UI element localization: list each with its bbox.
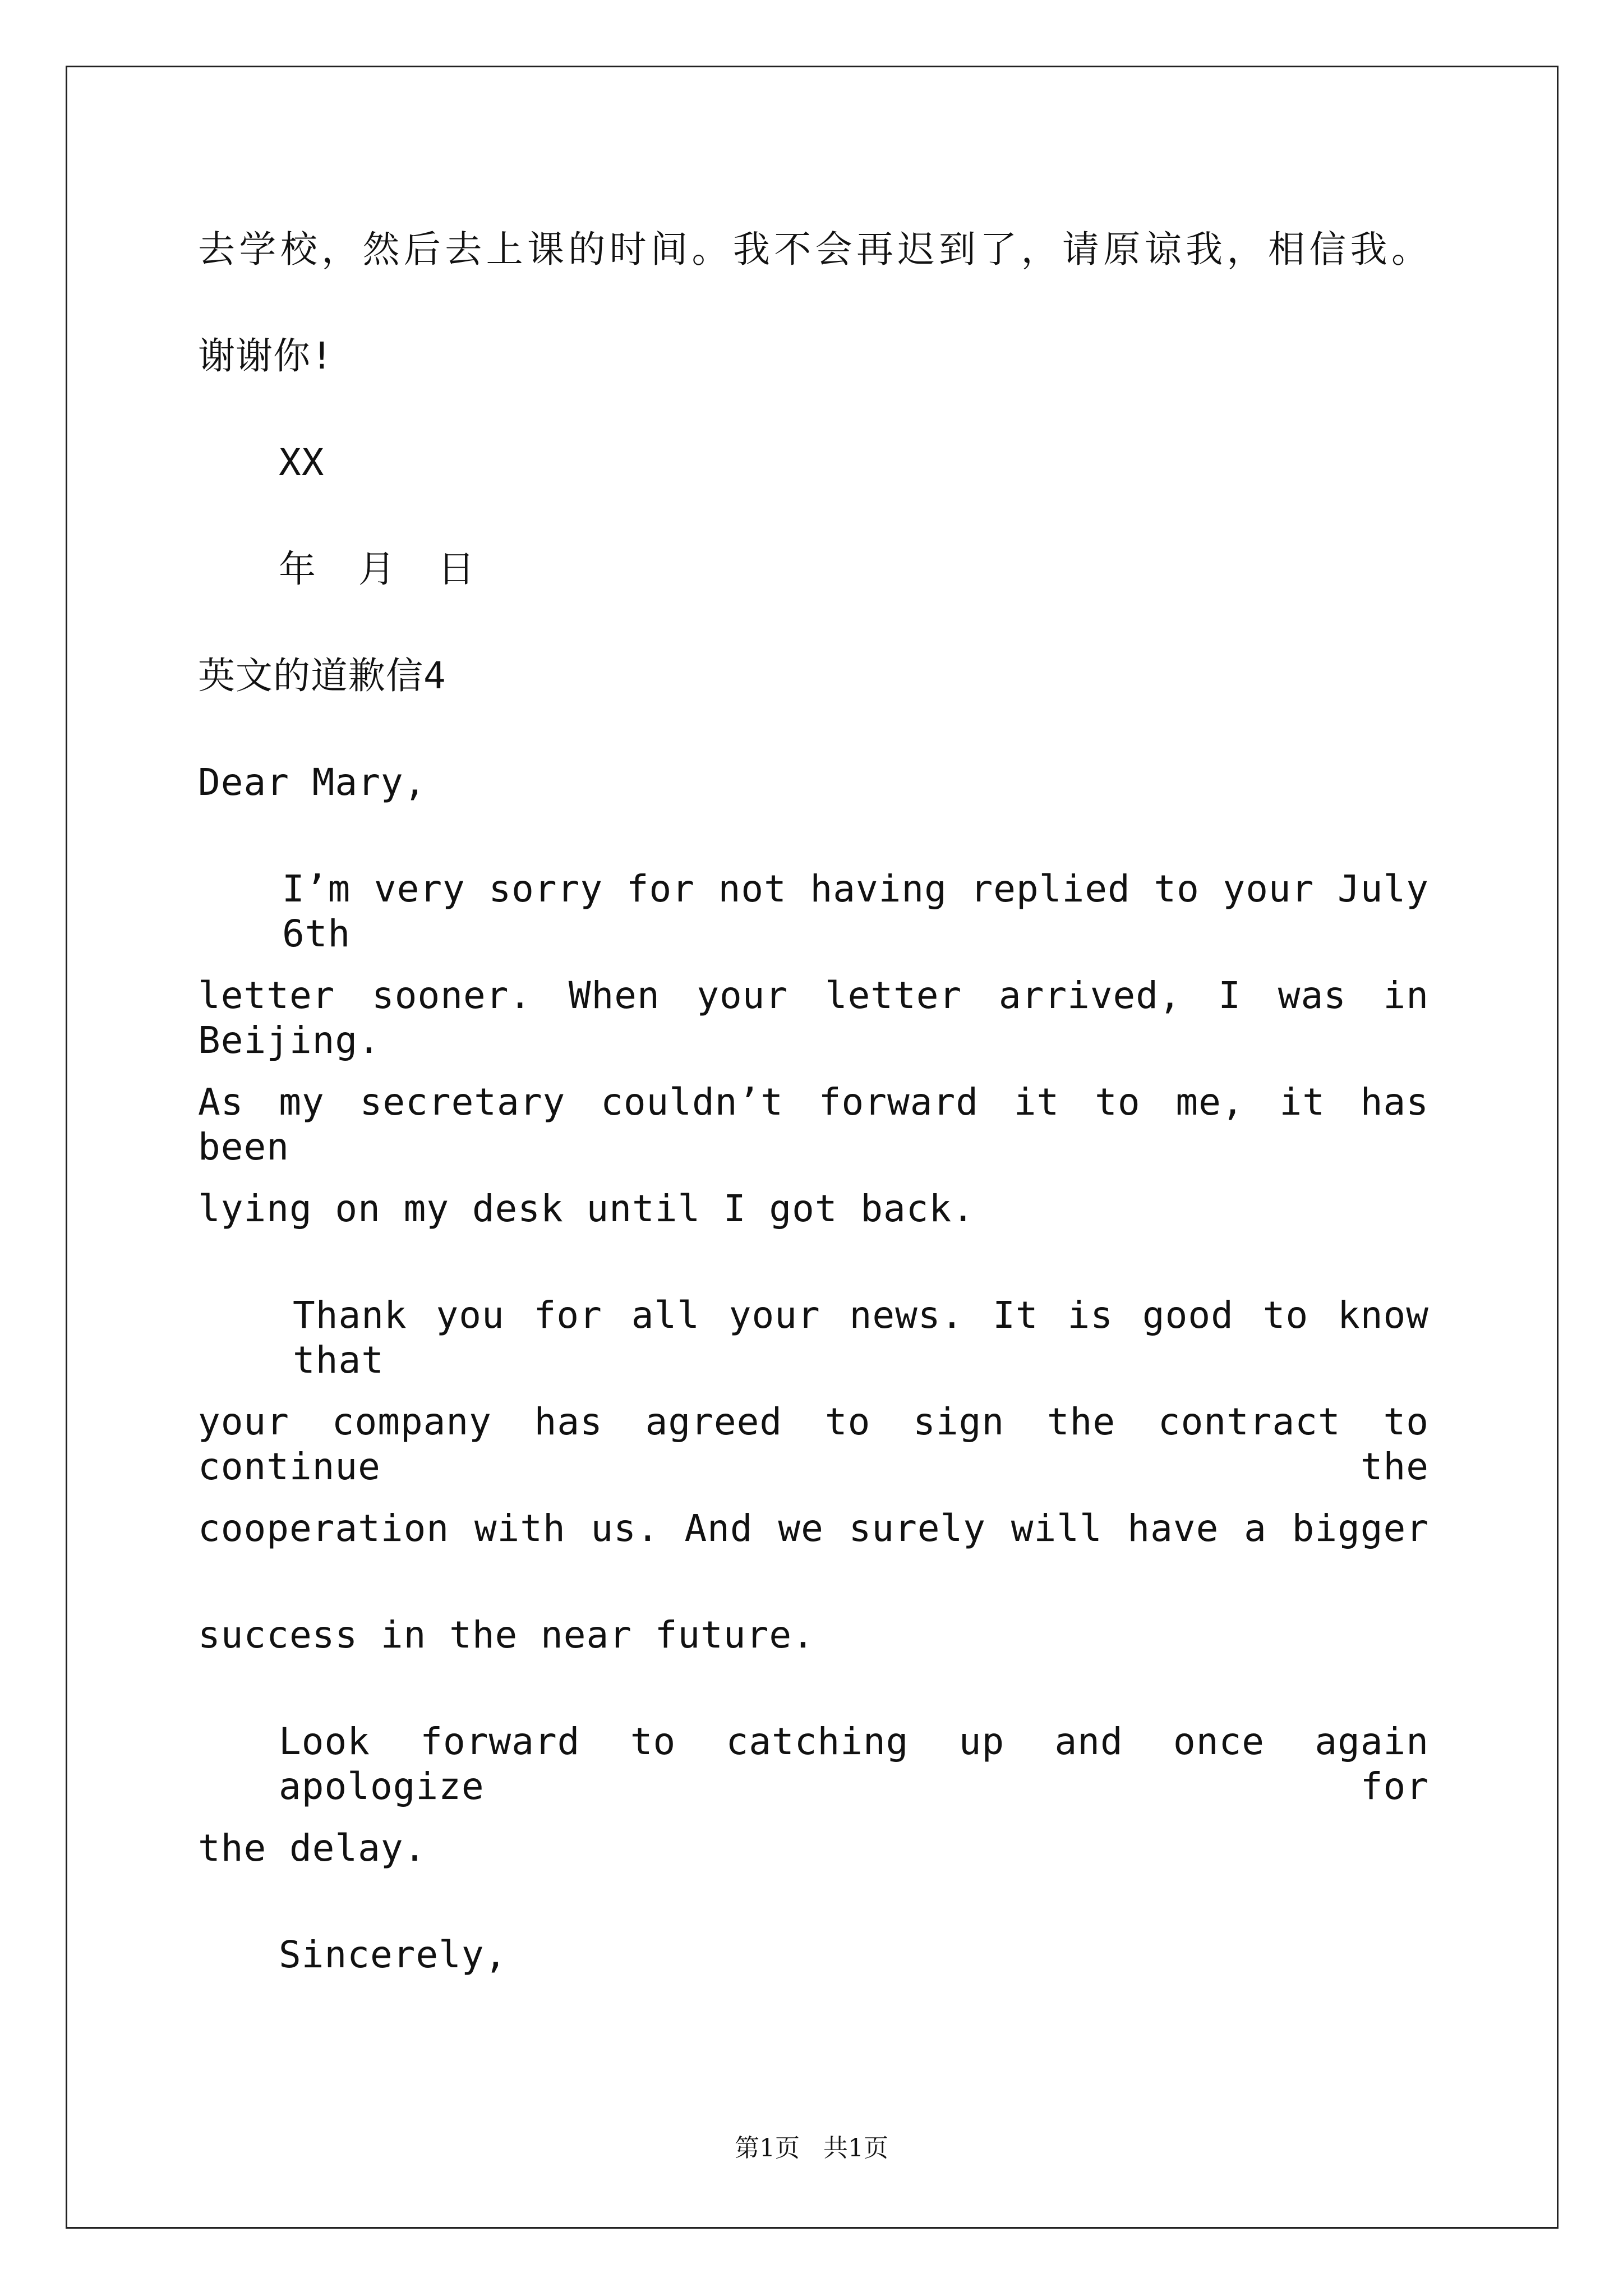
paragraph-2-line-4: success in the near future. — [198, 1613, 815, 1657]
paragraph-2-line-1: Thank you for all your news. It is good to know that — [293, 1294, 1429, 1382]
paragraph-3-line-2: the delay. — [198, 1826, 427, 1870]
paragraph-1-line-1: I’m very sorry for not having replied to your July 6th — [282, 867, 1429, 955]
salutation: Dear Mary, — [198, 761, 427, 804]
paragraph-1-line-3: As my secretary couldn’t forward it to me, it has been — [198, 1080, 1429, 1168]
signature-name: XX — [279, 441, 325, 484]
paragraph-1-line-2: letter sooner. When your letter arrived, I was in Beijing. — [198, 974, 1429, 1062]
body-line-2: 谢谢你! — [198, 334, 334, 378]
body-line-1: 去学校，然后去上课的时间。我不会再迟到了，请原谅我，相信我。 — [198, 228, 1429, 271]
paragraph-1-line-4: lying on my desk until I got back. — [198, 1187, 975, 1230]
page-footer: 第1页 共1页 — [735, 2134, 888, 2162]
paragraph-2-line-3: cooperation with us. And we surely will have a bigger — [198, 1507, 1429, 1550]
section-heading: 英文的道歉信4 — [198, 654, 446, 697]
closing: Sincerely, — [279, 1933, 508, 1976]
signature-date: 年 月 日 — [279, 547, 476, 591]
paragraph-3-line-1: Look forward to catching up and once again apologize for — [279, 1720, 1429, 1808]
paragraph-2-line-2: your company has agreed to sign the contract to continue the — [198, 1400, 1429, 1488]
